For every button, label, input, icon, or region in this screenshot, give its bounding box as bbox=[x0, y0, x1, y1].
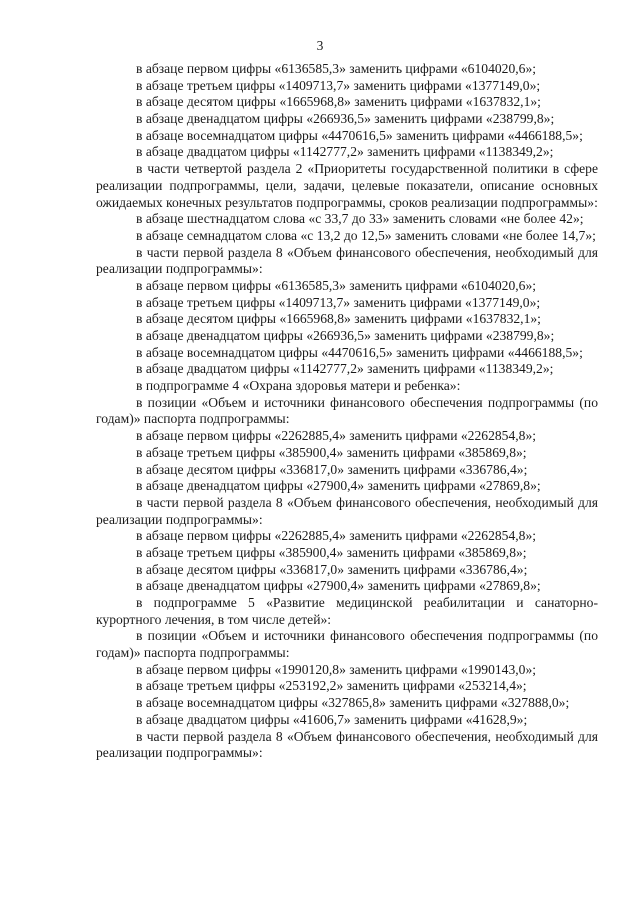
paragraph: в абзаце первом цифры «2262885,4» заменить цифрами «2262854,8»; bbox=[136, 528, 537, 544]
paragraph: в абзаце десятом цифры «336817,0» заменить цифрами «336786,4»; bbox=[136, 561, 528, 577]
paragraph: в абзаце шестнадцатом слова «с 33,7 до 33» заменить словами «не более 42»; bbox=[136, 211, 584, 227]
paragraph: в позиции «Объем и источники финансового обеспечения подпрограммы (по годам)» паспорта подпрограммы: bbox=[96, 628, 598, 661]
paragraph: в абзаце двенадцатом цифры «266936,5» заменить цифрами «238799,8»; bbox=[136, 111, 555, 127]
paragraph: в подпрограмме 5 «Развитие медицинской реабилитации и санаторно-курортного лечения, в том числе детей»: bbox=[96, 595, 598, 627]
paragraph: в абзаце семнадцатом слова «с 13,2 до 12,5» заменить словами «не более 14,7»; bbox=[136, 227, 596, 243]
paragraph: в абзаце двадцатом цифры «41606,7» заменить цифрами «41628,9»; bbox=[136, 711, 528, 727]
paragraph: в абзаце третьем цифры «1409713,7» заменить цифрами «1377149,0»; bbox=[136, 294, 541, 310]
paragraph: в абзаце восемнадцатом цифры «327865,8» заменить цифрами «327888,0»; bbox=[136, 695, 570, 711]
paragraph: в абзаце десятом цифры «336817,0» заменить цифрами «336786,4»; bbox=[136, 461, 528, 477]
paragraph: в подпрограмме 4 «Охрана здоровья матери и ребенка»: bbox=[136, 378, 461, 394]
paragraph: в части первой раздела 8 «Объем финансового обеспечения, необходимый для реализации подпрограммы»: bbox=[96, 494, 598, 527]
paragraph: в части четвертой раздела 2 «Приоритеты государственной политики в сфере реализации подпрограммы, цели, задачи, целевые показатели, описание основных ожидаемых конечных результатов подпрограммы, сроков реализации подпрограммы»: bbox=[96, 161, 598, 210]
paragraph: в абзаце первом цифры «6136585,3» заменить цифрами «6104020,6»; bbox=[136, 61, 537, 76]
page-number: 3 bbox=[316, 38, 324, 53]
paragraph: в абзаце третьем цифры «1409713,7» заменить цифрами «1377149,0»; bbox=[136, 77, 541, 93]
paragraph: в абзаце двенадцатом цифры «27900,4» заменить цифрами «27869,8»; bbox=[136, 578, 541, 594]
paragraph: в абзаце двадцатом цифры «1142777,2» заменить цифрами «1138349,2»; bbox=[136, 361, 554, 377]
paragraph: в абзаце двадцатом цифры «1142777,2» заменить цифрами «1138349,2»; bbox=[136, 144, 554, 160]
paragraph: в абзаце третьем цифры «385900,4» заменить цифрами «385869,8»; bbox=[136, 444, 527, 460]
paragraph: в абзаце первом цифры «1990120,8» заменить цифрами «1990143,0»; bbox=[136, 661, 537, 677]
document-body bbox=[96, 61, 598, 762]
paragraph: в абзаце восемнадцатом цифры «4470616,5» заменить цифрами «4466188,5»; bbox=[136, 127, 583, 143]
paragraph: в абзаце третьем цифры «253192,2» заменить цифрами «253214,4»; bbox=[136, 678, 527, 694]
paragraph: в позиции «Объем и источники финансового обеспечения подпрограммы (по годам)» паспорта подпрограммы: bbox=[96, 394, 598, 427]
paragraph: в части первой раздела 8 «Объем финансового обеспечения, необходимый для реализации подпрограммы»: bbox=[96, 728, 598, 761]
paragraph: в абзаце первом цифры «6136585,3» заменить цифрами «6104020,6»; bbox=[136, 277, 537, 293]
paragraph: в абзаце десятом цифры «1665968,8» заменить цифрами «1637832,1»; bbox=[136, 94, 541, 110]
paragraph: в части первой раздела 8 «Объем финансового обеспечения, необходимый для реализации подпрограммы»: bbox=[96, 244, 598, 277]
paragraph: в абзаце первом цифры «2262885,4» заменить цифрами «2262854,8»; bbox=[136, 428, 537, 444]
paragraph: в абзаце двенадцатом цифры «27900,4» заменить цифрами «27869,8»; bbox=[136, 478, 541, 494]
paragraph: в абзаце десятом цифры «1665968,8» заменить цифрами «1637832,1»; bbox=[136, 311, 541, 327]
paragraph: в абзаце восемнадцатом цифры «4470616,5» заменить цифрами «4466188,5»; bbox=[136, 344, 583, 360]
paragraph: в абзаце двенадцатом цифры «266936,5» заменить цифрами «238799,8»; bbox=[136, 328, 555, 343]
paragraph: в абзаце третьем цифры «385900,4» заменить цифрами «385869,8»; bbox=[136, 544, 527, 560]
